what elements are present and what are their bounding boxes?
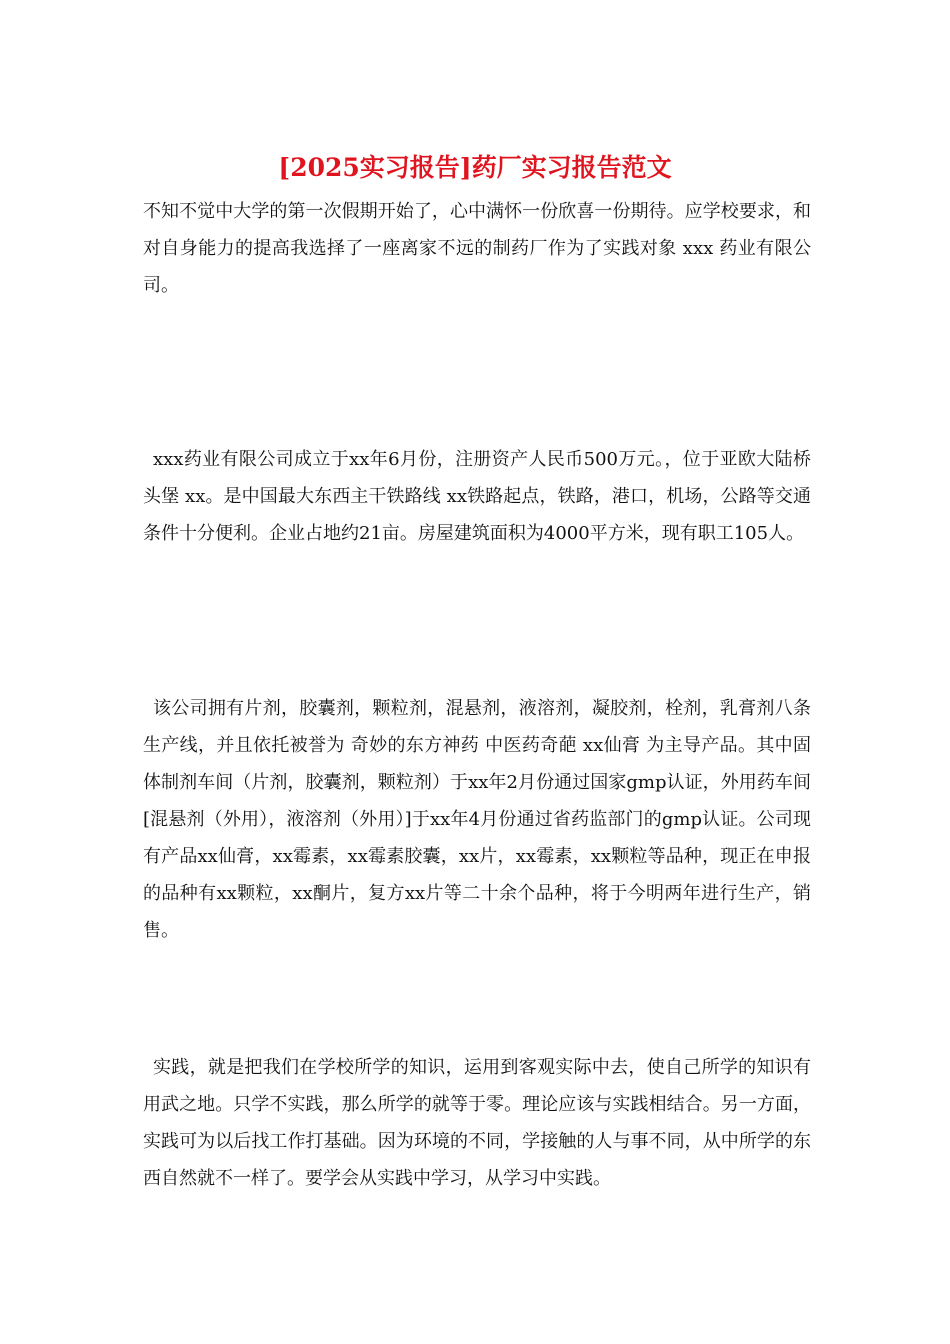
- paragraph-intro: 不知不觉中大学的第一次假期开始了，心中满怀一份欣喜一份期待。应学校要求，和对自身能力的提高我选择了一座离家不远的制药厂作为了实践对象 xxx 药业有限公司。: [143, 201, 811, 296]
- document-title: [2025实习报告]药厂实习报告范文: [278, 153, 672, 182]
- paragraph-practice: 实践，就是把我们在学校所学的知识，运用到客观实际中去，使自己所学的知识有用武之地。只学不实践，那么所学的就等于零。理论应该与实践相结合。另一方面，实践可为以后找工作打基础。因为环境的不同，学接触的人与事不同，从中所学的东西自然就不一样了。要学会从实践中学习，从学习中实践。: [143, 1057, 811, 1189]
- paragraph-company-profile: xxx药业有限公司成立于xx年6月份，注册资产人民币500万元。，位于亚欧大陆桥头堡 xx。是中国最大东西主干铁路线 xx铁路起点，铁路，港口，机场，公路等交通条件十分便利。企业占地约21亩。房屋建筑面积为4000平方米，现有职工105人。: [143, 449, 811, 544]
- paragraph-product-lines: 该公司拥有片剂，胶囊剂，颗粒剂，混悬剂，液溶剂，凝胶剂，栓剂，乳膏剂八条生产线，并且依托被誉为 奇妙的东方神药 中医药奇葩 xx仙膏 为主导产品。其中固体制剂车间（片剂，胶囊剂，颗粒剂）于xx年2月份通过国家gmp认证，外用药车间[混悬剂（外用），液溶剂（外用）]于xx年4月份通过省药监部门的gmp认证。公司现有产品xx仙膏，xx霉素，xx霉素胶囊，xx片，xx霉素，xx颗粒等品种，现正在申报的品种有xx颗粒，xx酮片，复方xx片等二十余个品种，将于今明两年进行生产，销售。: [143, 698, 811, 941]
